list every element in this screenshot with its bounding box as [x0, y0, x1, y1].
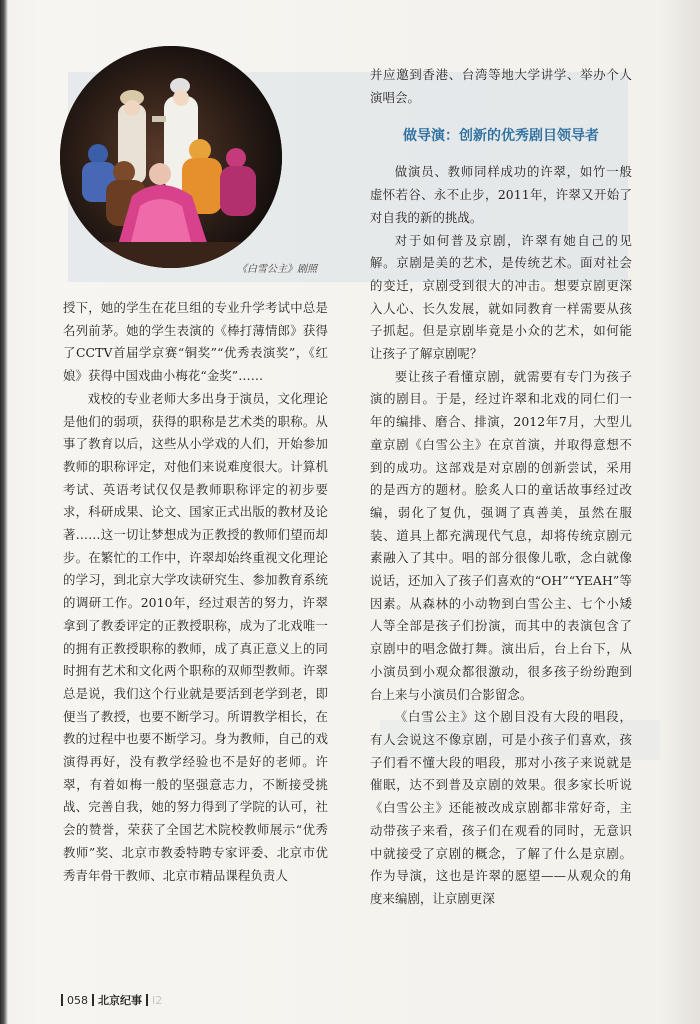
- right-column: [370, 64, 632, 911]
- magazine-title: 北京纪事: [98, 994, 142, 1007]
- page-footer: [61, 992, 162, 1008]
- body-paragraph: 对于如何普及京剧，许翠有她自己的见解。京剧是美的艺术，是传统艺术。面对社会的变迁，京剧受到很大的冲击。想要京剧更深入人心、长久发展，就如同教育一样需要从孩子抓起。但是京剧毕竟是小众的艺术，如何能让孩子了解京剧呢？: [370, 232, 632, 362]
- page-number: 058: [67, 993, 88, 1007]
- footer-divider: [61, 994, 63, 1006]
- left-column: [63, 297, 328, 887]
- body-paragraph: 并应邀到香港、台湾等地大学讲学、举办个人演唱会。: [370, 67, 632, 105]
- body-paragraph: 做演员、教师同样成功的许翠，如竹一般虚怀若谷、永不止步，2011年，许翠又开始了对自我的新的挑战。: [370, 164, 632, 225]
- photo-caption: 《白雪公主》剧照: [237, 264, 317, 275]
- footer-divider: [92, 994, 94, 1006]
- body-paragraph: 《白雪公主》这个剧目没有大段的唱段，有人会说这不像京剧，可是小孩子们喜欢，孩子们看不懂大段的唱段，那对小孩子来说就是催眠，达不到普及京剧的效果。很多家长听说《白雪公主》还能被改成京剧都非常好奇，主动带孩子来看，孩子们在观看的同时，无意识中就接受了京剧的概念，了解了什么是京剧。作为导演，这也是许翠的愿望——从观众的角度来编剧，让京剧更深: [370, 709, 632, 906]
- footer-divider: [146, 994, 148, 1006]
- stage-photo: [60, 46, 282, 268]
- faint-mark: I2: [152, 993, 163, 1007]
- body-paragraph: 要让孩子看懂京剧，就需要有专门为孩子演的剧目。于是，经过许翠和北戏的同仁们一年的编排、磨合、排演，2012年7月，大型儿童京剧《白雪公主》在京首演，并取得意想不到的成功。这部戏是对京剧的创新尝试，采用的是西方的题材。脍炙人口的童话故事经过改编，弱化了复仇，强调了真善美，虽然在服装、道具上都充满现代气息，却将传统京剧元素融入了其中。唱的部分很像儿歌，念白就像说话，还加入了孩子们喜欢的“OH”“YEAH”等因素。从森林的小动物到白雪公主、七个小矮人等全部是孩子们扮演，而其中的表演包含了京剧中的唱念做打舞。演出后，台上台下，从小演员到小观众都很激动，很多孩子纷纷跑到台上来与小演员们合影留念。: [370, 368, 632, 702]
- section-heading: 做导演：创新的优秀剧目领导者: [403, 128, 599, 145]
- stage-photo-image: [60, 46, 282, 268]
- body-paragraph: 戏校的专业老师大多出身于演员，文化理论是他们的弱项，获得的职称是艺术类的职称。从事了教育以后，这些从小学戏的人们，开始参加教师的职称评定，对他们来说难度很大。计算机考试、英语考试仅仅是教师职称评定的初步要求，科研成果、论文、国家正式出版的教材及论著……这一切让梦想成为正教授的教师们望而却步。在繁忙的工作中，许翠却始终重视文化理论的学习，到北京大学攻读研究生、参加教育系统的调研工作。2010年，经过艰苦的努力，许翠拿到了教委评定的正教授职称，成为了北戏唯一的拥有正教授职称的教师，成了真正意义上的同时拥有艺术和文化两个职称的双师型教师。许翠总是说，我们这个行业就是要活到老学到老，即便当了教授，也要不断学习。所谓教学相长，在教的过程中也要不断学习。身为教师，自己的戏演得再好，没有教学经验也不是好的老师。许翠，有着如梅一般的坚强意志力，不断接受挑战、完善自我，她的努力得到了学院的认可，社会的赞誉，荣获了全国艺术院校教师展示“优秀教师”奖、北京市教委特聘专家评委、北京市优秀青年骨干教师、北京市精品课程负责人: [63, 390, 328, 883]
- body-paragraph: 授下，她的学生在花旦组的专业升学考试中总是名列前茅。她的学生表演的《棒打薄情郎》获得了CCTV首届学京赛“铜奖”“优秀表演奖”，《红娘》获得中国戏曲小梅花“金奖”……: [63, 300, 328, 384]
